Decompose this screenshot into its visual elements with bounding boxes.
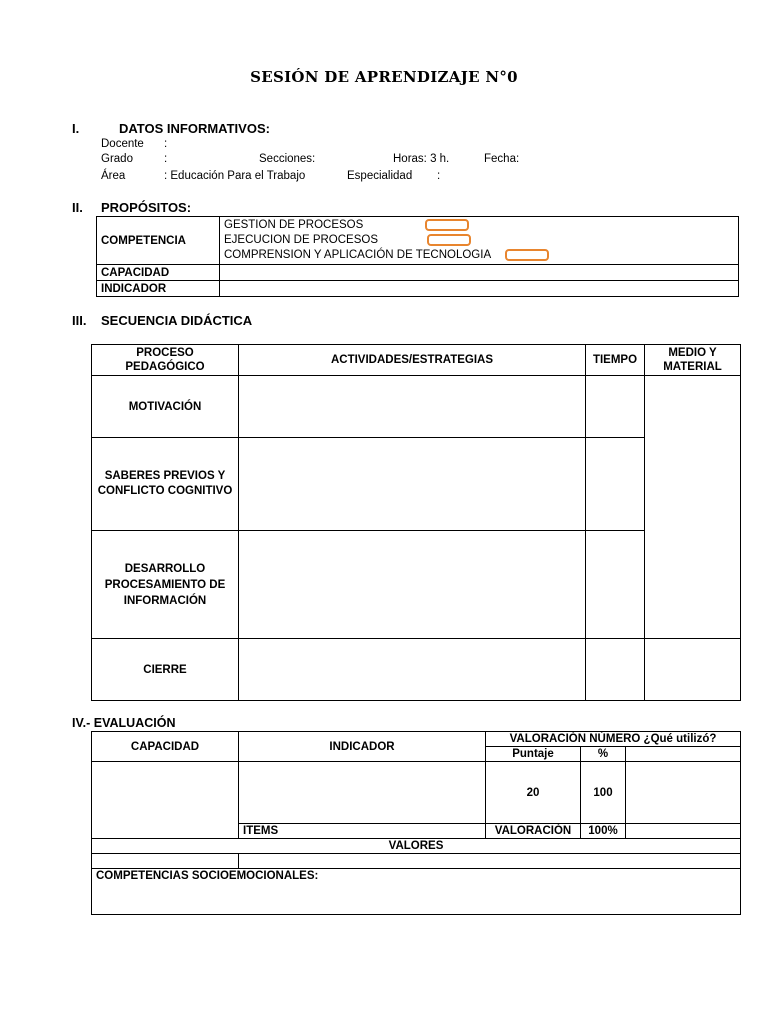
percent-value: 100 xyxy=(581,762,626,824)
competencias-socioemocionales: COMPETENCIAS SOCIOEMOCIONALES: xyxy=(92,869,741,915)
checkbox-pill[interactable] xyxy=(505,249,549,261)
area-label: Área xyxy=(101,170,126,182)
tiempo-cell[interactable] xyxy=(586,438,645,531)
fecha-label: Fecha: xyxy=(484,153,520,165)
header-actividades: ACTIVIDADES/ESTRATEGIAS xyxy=(239,345,586,376)
header-tiempo: TIEMPO xyxy=(586,345,645,376)
section-2-number: II. xyxy=(72,200,83,215)
indicador-label: INDICADOR xyxy=(97,281,220,297)
valoracion-numero-header: VALORACIÓN NÚMERO ¿Qué utilizó? xyxy=(486,732,741,747)
eval-indicador-cell[interactable] xyxy=(239,762,486,824)
header-proceso: PROCESO PEDAGÓGICO xyxy=(92,345,239,376)
checkbox-pill[interactable] xyxy=(425,219,469,231)
eval-indicador-header: INDICADOR xyxy=(239,732,486,762)
row-saberes: SABERES PREVIOS Y CONFLICTO COGNITIVO xyxy=(92,438,239,531)
grado-label: Grado xyxy=(101,153,133,165)
eval-extra-cell[interactable] xyxy=(626,762,741,824)
header-medio: MEDIO Y MATERIAL xyxy=(645,345,741,376)
eval-extra-cell[interactable] xyxy=(626,824,741,839)
page-title: SESIÓN DE APRENDIZAJE N°0 xyxy=(250,68,518,86)
competencia-label: COMPETENCIA xyxy=(97,217,220,265)
tiempo-cell[interactable] xyxy=(586,639,645,701)
valores-cell[interactable] xyxy=(239,854,741,869)
eval-capacidad-cell[interactable] xyxy=(92,762,239,839)
competencia-item: COMPRENSION Y APLICACIÓN DE TECNOLOGIA xyxy=(224,248,734,263)
percent-header: % xyxy=(581,747,626,762)
horas-label: Horas: 3 h. xyxy=(393,153,450,165)
actividades-cell[interactable] xyxy=(239,376,586,438)
indicador-value[interactable] xyxy=(220,281,739,297)
tiempo-cell[interactable] xyxy=(586,376,645,438)
section-2-heading: PROPÓSITOS: xyxy=(101,200,192,215)
area-value: : Educación Para el Trabajo xyxy=(164,170,306,182)
capacidad-label: CAPACIDAD xyxy=(97,265,220,281)
valores-cell[interactable] xyxy=(92,854,239,869)
medio-cell[interactable] xyxy=(645,376,741,639)
eval-extra-cell[interactable] xyxy=(626,747,741,762)
medio-cell[interactable] xyxy=(645,639,741,701)
section-3-number: III. xyxy=(72,313,87,328)
secuencia-table xyxy=(91,344,741,701)
grado-colon: : xyxy=(164,153,168,165)
evaluacion-table xyxy=(91,731,741,915)
valores-header: VALORES xyxy=(92,839,741,854)
actividades-cell[interactable] xyxy=(239,531,586,639)
row-cierre: CIERRE xyxy=(92,639,239,701)
section-1-heading: DATOS INFORMATIVOS: xyxy=(119,121,270,136)
puntaje-header: Puntaje xyxy=(486,747,581,762)
valoracion-label: VALORACIÓN xyxy=(486,824,581,839)
section-1-number: I. xyxy=(72,121,80,136)
capacidad-value[interactable] xyxy=(220,265,739,281)
especialidad-colon: : xyxy=(437,170,441,182)
items-label: ITEMS xyxy=(239,824,486,839)
section-4-heading: IV.- EVALUACIÓN xyxy=(72,716,176,730)
valoracion-pct: 100% xyxy=(581,824,626,839)
docente-label: Docente xyxy=(101,138,144,150)
secciones-label: Secciones: xyxy=(259,153,316,165)
eval-capacidad-header: CAPACIDAD xyxy=(92,732,239,762)
competencias-cell xyxy=(220,217,739,265)
actividades-cell[interactable] xyxy=(239,438,586,531)
section-3-heading: SECUENCIA DIDÁCTICA xyxy=(101,313,253,328)
especialidad-label: Especialidad xyxy=(347,170,413,182)
puntaje-value: 20 xyxy=(486,762,581,824)
propositos-table xyxy=(96,216,739,297)
actividades-cell[interactable] xyxy=(239,639,586,701)
checkbox-pill[interactable] xyxy=(427,234,471,246)
competencia-item: GESTION DE PROCESOS xyxy=(224,218,734,233)
row-motivacion: MOTIVACIÓN xyxy=(92,376,239,438)
row-desarrollo: DESARROLLO PROCESAMIENTO DE INFORMACIÓN xyxy=(92,531,239,639)
docente-colon: : xyxy=(164,138,168,150)
tiempo-cell[interactable] xyxy=(586,531,645,639)
competencia-item: EJECUCION DE PROCESOS xyxy=(224,233,734,248)
